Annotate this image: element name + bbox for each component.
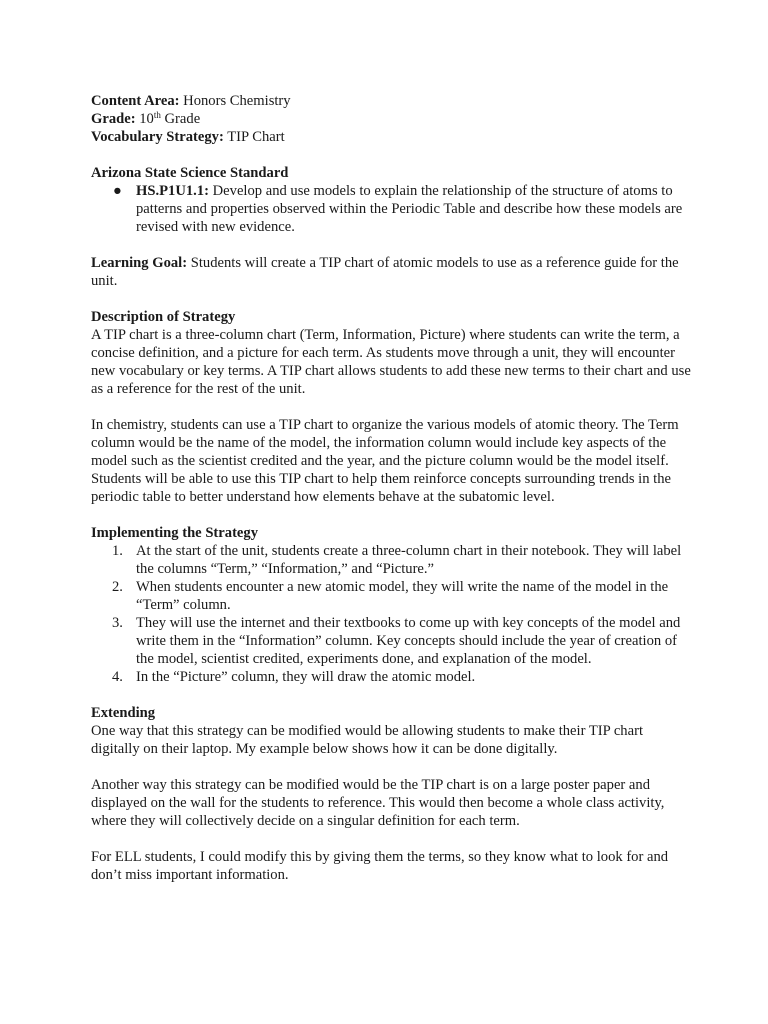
strategy-label: Vocabulary Strategy: — [91, 129, 224, 145]
learning-goal-label: Learning Goal: — [91, 255, 188, 271]
strategy-value: TIP Chart — [227, 129, 285, 145]
grade-word: Grade — [164, 111, 201, 127]
strategy-line — [91, 128, 691, 146]
extending-paragraph-3: For ELL students, I could modify this by giving them the terms, so they know what to look for and don’t miss important information. — [91, 849, 669, 883]
learning-goal — [91, 254, 691, 290]
step-text: At the start of the unit, students create a three-column chart in their notebook. They will label the columns “Term,” “Information,” and “Picture.” — [136, 543, 682, 577]
step-item — [91, 578, 691, 614]
document-page — [91, 92, 691, 884]
step-number: 3. — [112, 615, 123, 631]
standard-list — [91, 182, 691, 236]
standard-text: Develop and use models to explain the relationship of the structure of atoms to patterns and properties observed within the Periodic Table and describe how these models are revised with new evidence. — [136, 183, 683, 235]
step-text: They will use the internet and their textbooks to come up with key concepts of the model and write them in the “Information” column. Key concepts should include the year of creation of the model, scientist credited, experiments done, and explanation of the model. — [136, 615, 681, 667]
step-number: 4. — [112, 669, 123, 685]
extending-paragraph-2: Another way this strategy can be modified would be the TIP chart is on a large poster paper and displayed on the wall for the students to reference. This would then become a whole class activity, where they will collectively decide on a singular definition for each term. — [91, 777, 665, 829]
extending-paragraph-1: One way that this strategy can be modified would be allowing students to make their TIP chart digitally on their laptop. My example below shows how it can be done digitally. — [91, 723, 643, 757]
description-paragraph-1: A TIP chart is a three-column chart (Term, Information, Picture) where students can write the term, a concise definition, and a picture for each term. As students move through a unit, they will encounter new vocabulary or key terms. A TIP chart allows students to add these new terms to their chart and use as a reference for the rest of the unit. — [91, 327, 691, 397]
content-area-line — [91, 92, 691, 110]
step-text: In the “Picture” column, they will draw the atomic model. — [136, 669, 476, 685]
description-paragraph-2: In chemistry, students can use a TIP chart to organize the various models of atomic theory. The Term column would be the name of the model, the information column would include key aspects of the model such as the scientist credited and the year, and the picture column would be the model itself. Students will be able to use this TIP chart to help them reinforce concepts surrounding trends in the periodic table to better understand how elements behave at the subatomic level. — [91, 417, 679, 505]
step-item — [91, 542, 691, 578]
standard-heading: Arizona State Science Standard — [91, 165, 289, 181]
implementing-heading: Implementing the Strategy — [91, 525, 258, 541]
standard-item — [91, 182, 691, 236]
grade-number: 10 — [139, 111, 154, 127]
learning-goal-text: Students will create a TIP chart of atomic models to use as a reference guide for the unit. — [91, 255, 679, 289]
step-item — [91, 668, 691, 686]
standard-code: HS.P1U1.1: — [136, 183, 209, 199]
step-number: 2. — [112, 579, 123, 595]
extending-heading: Extending — [91, 705, 156, 721]
grade-label: Grade: — [91, 111, 136, 127]
content-area-value: Honors Chemistry — [183, 93, 291, 109]
grade-superscript: th — [153, 110, 161, 120]
grade-line — [91, 110, 691, 128]
bullet-icon: ● — [113, 183, 122, 199]
content-area-label: Content Area: — [91, 93, 180, 109]
description-heading: Description of Strategy — [91, 309, 236, 325]
step-item — [91, 614, 691, 668]
implementing-steps — [91, 542, 691, 686]
step-number: 1. — [112, 543, 123, 559]
step-text: When students encounter a new atomic model, they will write the name of the model in the “Term” column. — [136, 579, 669, 613]
